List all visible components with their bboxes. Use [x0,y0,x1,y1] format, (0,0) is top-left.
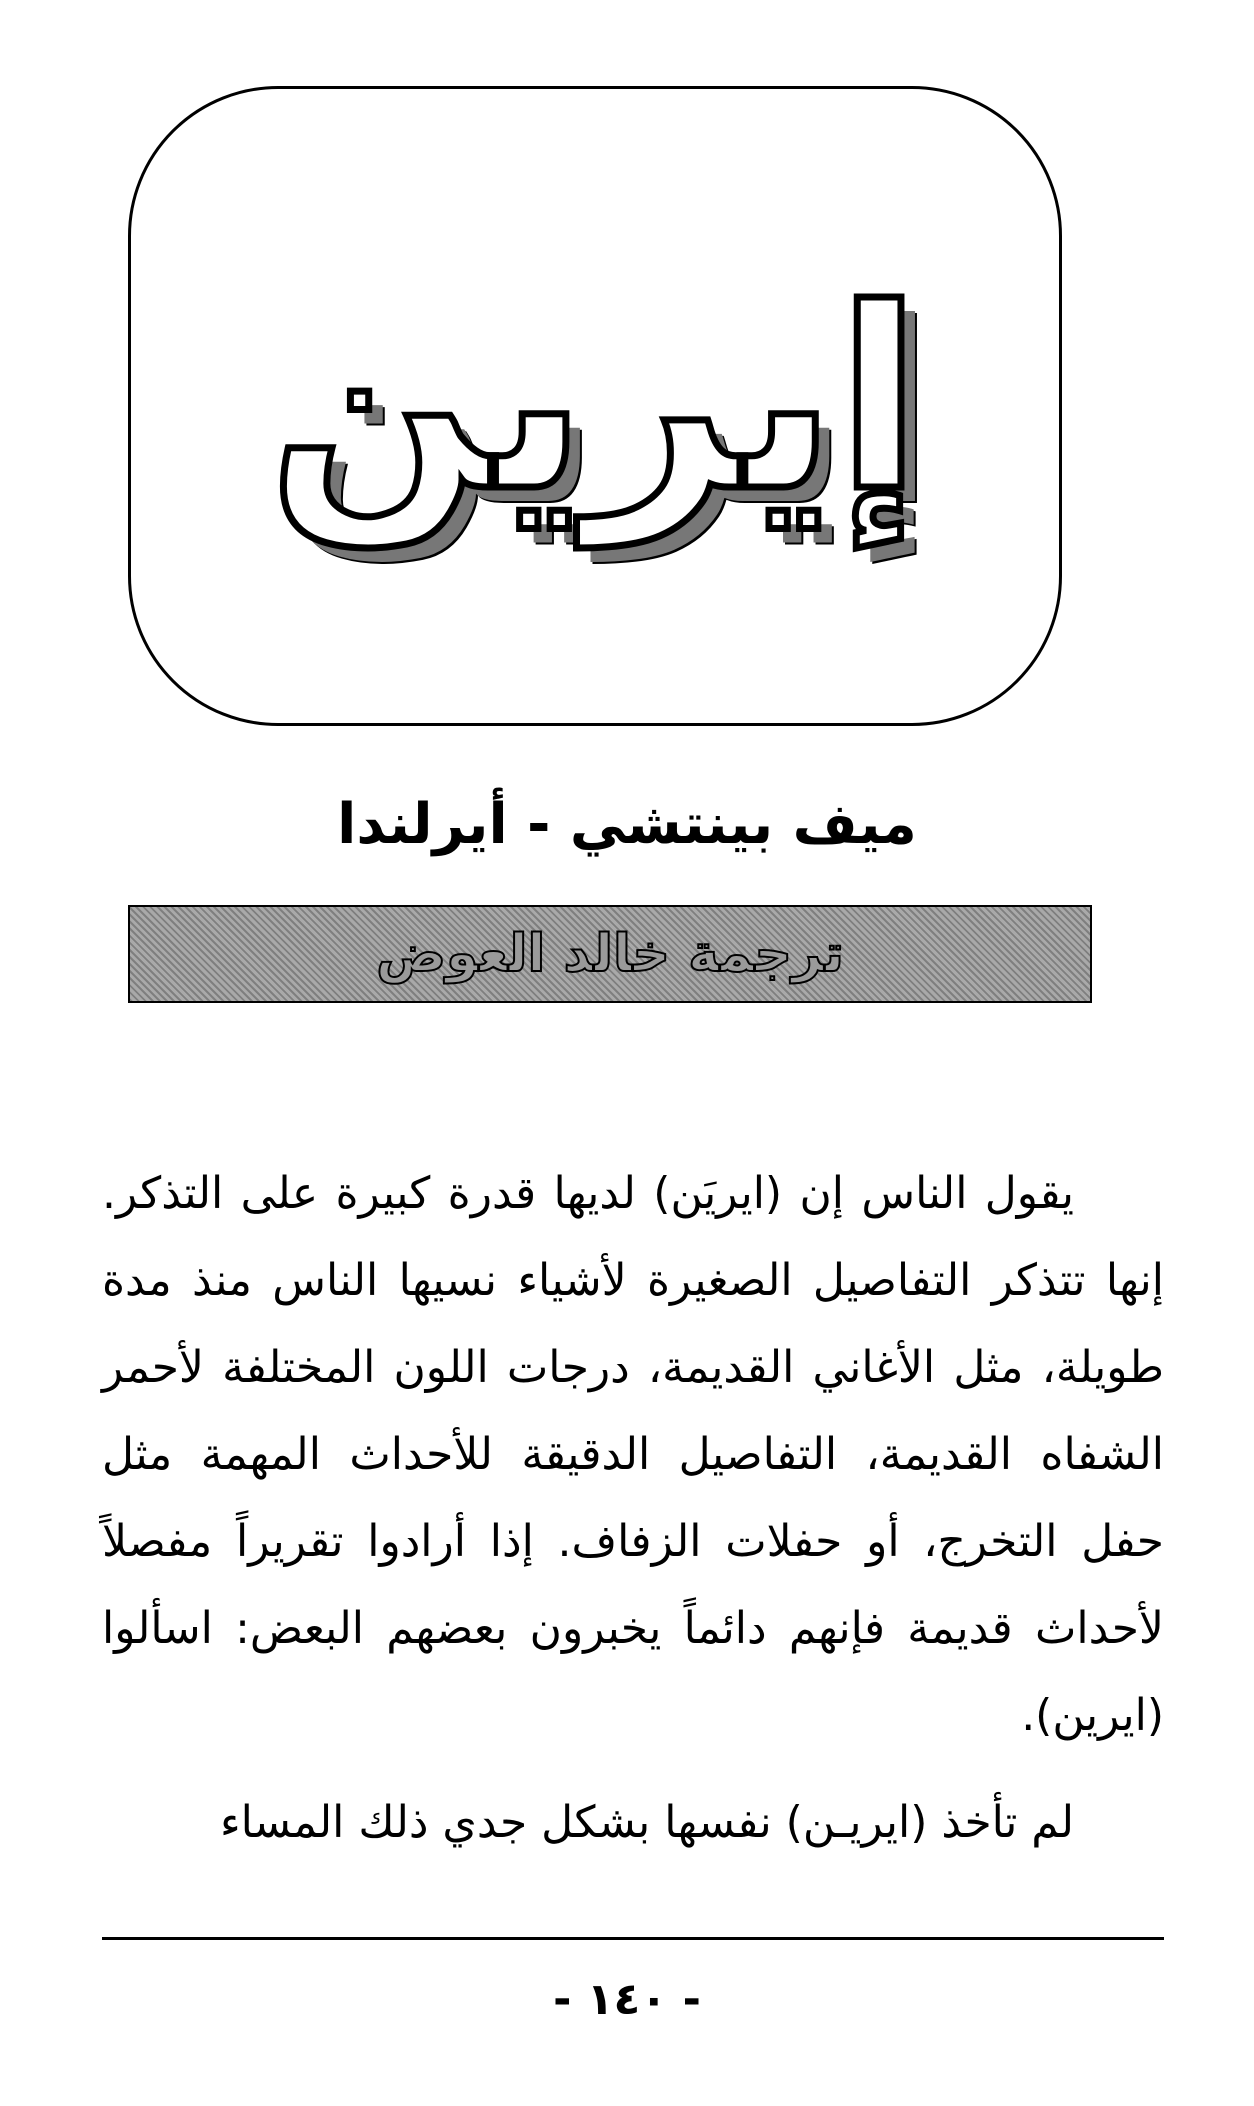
translator-banner [128,905,1092,1003]
footer-divider [102,1937,1164,1940]
page-number: - ١٤٠ - [553,1974,701,2025]
paragraph: يقول الناس إن (ايريَن) لديها قدرة كبيرة على التذكر. إنها تتذكر التفاصيل الصغيرة لأشياء نسيها الناس منذ مدة طويلة، مثل الأغاني القديمة، درجات اللون المختلفة لأحمر الشفاه القديمة، التفاصيل الدقيقة للأحداث المهمة مثل حفل التخرج، أو حفلات الزفاف. إذا أرادوا تقريراً مفصلاً لأحداث قديمة فإنهم دائماً يخبرون بعضهم البعض: اسألوا (ايرين). [102,1168,1164,1741]
paragraph: لم تأخذ (ايريـن) نفسها بشكل جدي ذلك المساء [219,1797,1074,1848]
author-line: ميف بينتشي - أيرلندا [337,792,917,857]
story-body [102,1150,1164,1866]
title-frame [128,86,1062,726]
story-title: إيرين [268,255,922,546]
translator-line: ترجمة خالد العوض [376,924,844,984]
